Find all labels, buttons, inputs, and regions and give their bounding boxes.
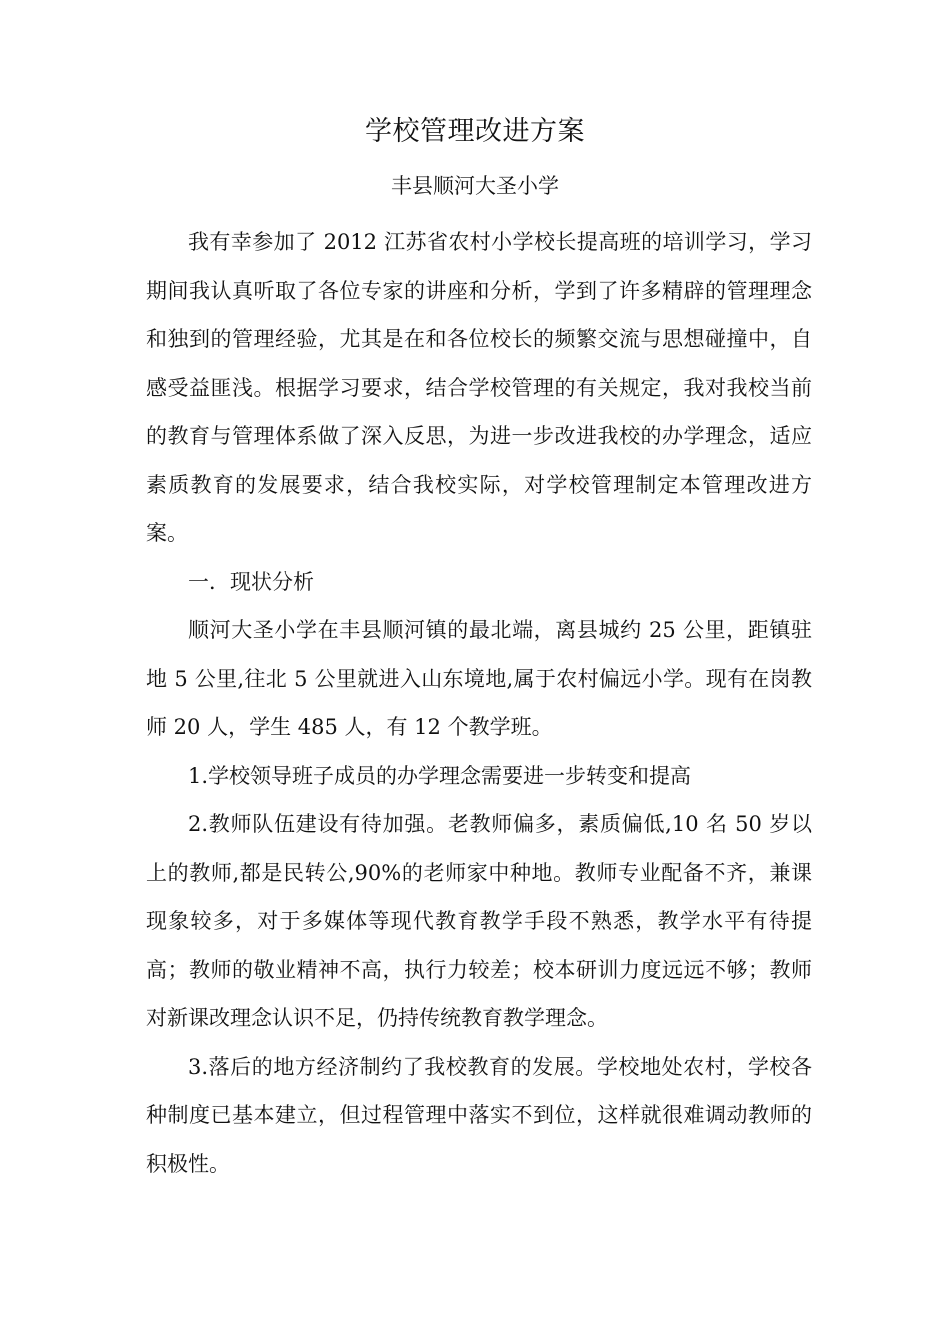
point-3-paragraph: 3.落后的地方经济制约了我校教育的发展。学校地处农村，学校各种制度已基本建立，但过程管理中落实不到位，这样就很难调动教师的积极性。 — [146, 1054, 812, 1176]
section-heading-status: 一．现状分析 — [188, 569, 314, 594]
point-2-paragraph: 2.教师队伍建设有待加强。老教师偏多，素质偏低,10 名 50 岁以上的教师,都是民转公,90%的老师家中种地。教师专业配备不齐，兼课现象较多，对于多媒体等现代教育教学手段不熟悉，教学水平有待提高；教师的敬业精神不高，执行力较差；校本研训力度远远不够；教师对新课改理念认识不足，仍持传统教育教学理念。 — [146, 812, 812, 1030]
point-1-paragraph: 1.学校领导班子成员的办学理念需要进一步转变和提高 — [188, 763, 692, 788]
intro-paragraph: 我有幸参加了 2012 江苏省农村小学校长提高班的培训学习，学习期间我认真听取了各位专家的讲座和分析，学到了许多精辟的管理理念和独到的管理经验，尤其是在和各位校长的频繁交流与思想碰撞中，自感受益匪浅。根据学习要求，结合学校管理的有关规定，我对我校当前的教育与管理体系做了深入反思，为进一步改进我校的办学理念，适应素质教育的发展要求，结合我校实际，对学校管理制定本管理改进方案。 — [146, 230, 812, 545]
document-author: 丰县顺河大圣小学 — [391, 174, 559, 198]
body-text — [146, 218, 812, 1188]
school-overview-paragraph: 顺河大圣小学在丰县顺河镇的最北端，离县城约 25 公里，距镇驻地 5 公里,往北 5 公里就进入山东境地,属于农村偏远小学。现有在岗教师 20 人，学生 485 人，有 12 个教学班。 — [146, 618, 812, 739]
document-title: 学校管理改进方案 — [365, 116, 585, 147]
